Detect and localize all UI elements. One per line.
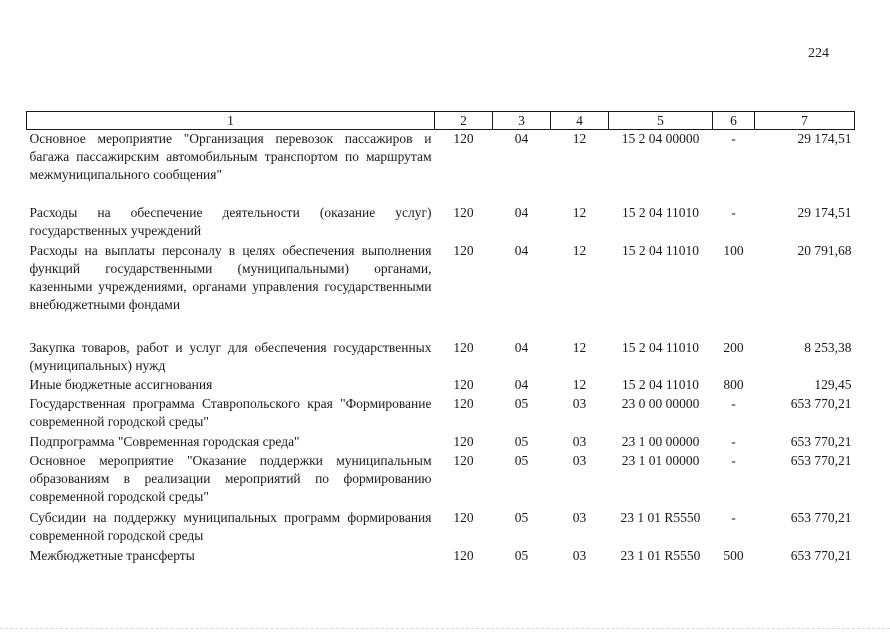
row-col-3: 04: [514, 376, 529, 392]
column-header-2: 2: [435, 112, 493, 130]
row-amount: 653 770,21: [790, 452, 852, 468]
table-row: [27, 242, 855, 339]
row-amount: 129,45: [814, 376, 852, 392]
row-col-5: 15 2 04 11010: [621, 376, 700, 392]
column-header-7: 7: [755, 112, 855, 130]
column-header-3: 3: [493, 112, 551, 130]
table-row: [27, 339, 855, 376]
row-name: Государственная программа Ставропольского края "Формирование современной городской среды": [29, 395, 432, 429]
row-name: Подпрограмма "Современная городская среда": [29, 433, 300, 449]
row-name: Иные бюджетные ассигнования: [29, 376, 213, 392]
row-col-5: 15 2 04 11010: [621, 242, 700, 258]
row-col-3: 04: [514, 242, 529, 258]
row-col-5: 15 2 04 11010: [621, 204, 700, 220]
row-col-6: -: [731, 204, 736, 220]
row-col-5: 23 1 01 R5550: [620, 509, 701, 525]
row-col-3: 04: [514, 204, 529, 220]
row-col-4: 12: [572, 131, 587, 146]
row-name: Расходы на обеспечение деятельности (оказание услуг) государственных учреждений: [29, 204, 432, 238]
row-col-5: 23 1 01 R5550: [620, 547, 701, 563]
table-row: [27, 509, 855, 547]
column-header-4: 4: [551, 112, 609, 130]
column-header-5: 5: [609, 112, 713, 130]
budget-table: [26, 111, 855, 566]
row-col-4: 03: [572, 395, 587, 411]
row-col-2: 120: [453, 339, 474, 355]
table-row: [27, 204, 855, 242]
row-col-2: 120: [453, 204, 474, 220]
row-name: Основное мероприятие "Оказание поддержки муниципальным образованиям в реализации мероприятий по формированию современной городской среды": [29, 452, 432, 504]
row-col-5: 23 0 00 00000: [621, 395, 700, 411]
row-col-2: 120: [453, 242, 474, 258]
row-amount: 29 174,51: [797, 204, 852, 220]
row-col-4: 12: [572, 242, 587, 258]
row-col-5: 23 1 00 00000: [621, 433, 700, 449]
row-col-6: 200: [723, 339, 744, 355]
row-col-4: 03: [572, 433, 587, 449]
row-col-6: -: [731, 433, 736, 449]
row-name: Субсидии на поддержку муниципальных программ формирования современной городской среды: [29, 509, 432, 543]
row-name: Закупка товаров, работ и услуг для обеспечения государственных (муниципальных) нужд: [29, 339, 432, 373]
row-col-4: 12: [572, 339, 587, 355]
table-row: [27, 547, 855, 566]
row-amount: 20 791,68: [797, 242, 852, 258]
column-header-1: 1: [27, 112, 435, 130]
row-col-3: 04: [514, 131, 529, 146]
table-row: [27, 452, 855, 509]
row-col-4: 03: [572, 452, 587, 468]
row-name: Основное мероприятие "Организация перевозок пассажиров и багажа пассажирским автомобильным транспортом по маршрутам межмуниципального сообщения": [29, 131, 432, 182]
row-col-2: 120: [453, 509, 474, 525]
table-row: [27, 130, 855, 204]
row-col-5: 15 2 04 00000: [621, 131, 700, 146]
row-col-2: 120: [453, 452, 474, 468]
table-header-row: [27, 112, 855, 130]
row-col-6: -: [731, 395, 736, 411]
row-amount: 653 770,21: [790, 395, 852, 411]
row-col-3: 05: [514, 452, 529, 468]
row-col-2: 120: [453, 547, 474, 563]
row-col-4: 03: [572, 509, 587, 525]
row-col-6: 800: [723, 376, 744, 392]
row-col-3: 05: [514, 395, 529, 411]
row-col-2: 120: [453, 433, 474, 449]
row-col-3: 05: [514, 547, 529, 563]
row-amount: 653 770,21: [790, 547, 852, 563]
row-amount: 29 174,51: [797, 131, 852, 146]
row-col-3: 05: [514, 433, 529, 449]
row-col-6: 100: [723, 242, 744, 258]
row-col-4: 12: [572, 204, 587, 220]
row-name: Расходы на выплаты персоналу в целях обеспечения выполнения функций государственными (муниципальными) органами, казенными учреждениями, органами управления государственными внебюджетными фондами: [29, 242, 432, 312]
page-number: 224: [808, 46, 829, 61]
row-col-2: 120: [453, 131, 474, 146]
row-col-4: 12: [572, 376, 587, 392]
row-col-5: 15 2 04 11010: [621, 339, 700, 355]
table-row: [27, 376, 855, 395]
column-header-6: 6: [713, 112, 755, 130]
row-col-2: 120: [453, 376, 474, 392]
row-col-6: 500: [723, 547, 744, 563]
row-col-4: 03: [572, 547, 587, 563]
row-amount: 653 770,21: [790, 509, 852, 525]
row-col-6: -: [731, 509, 736, 525]
table-row: [27, 395, 855, 433]
row-col-6: -: [731, 452, 736, 468]
row-name: Межбюджетные трансферты: [29, 547, 195, 563]
row-amount: 8 253,38: [804, 339, 852, 355]
row-amount: 653 770,21: [790, 433, 852, 449]
row-col-2: 120: [453, 395, 474, 411]
row-col-3: 05: [514, 509, 529, 525]
row-col-6: -: [731, 131, 736, 146]
table-row: [27, 433, 855, 452]
page-edge-divider: [0, 628, 890, 629]
row-col-5: 23 1 01 00000: [621, 452, 700, 468]
row-col-3: 04: [514, 339, 529, 355]
